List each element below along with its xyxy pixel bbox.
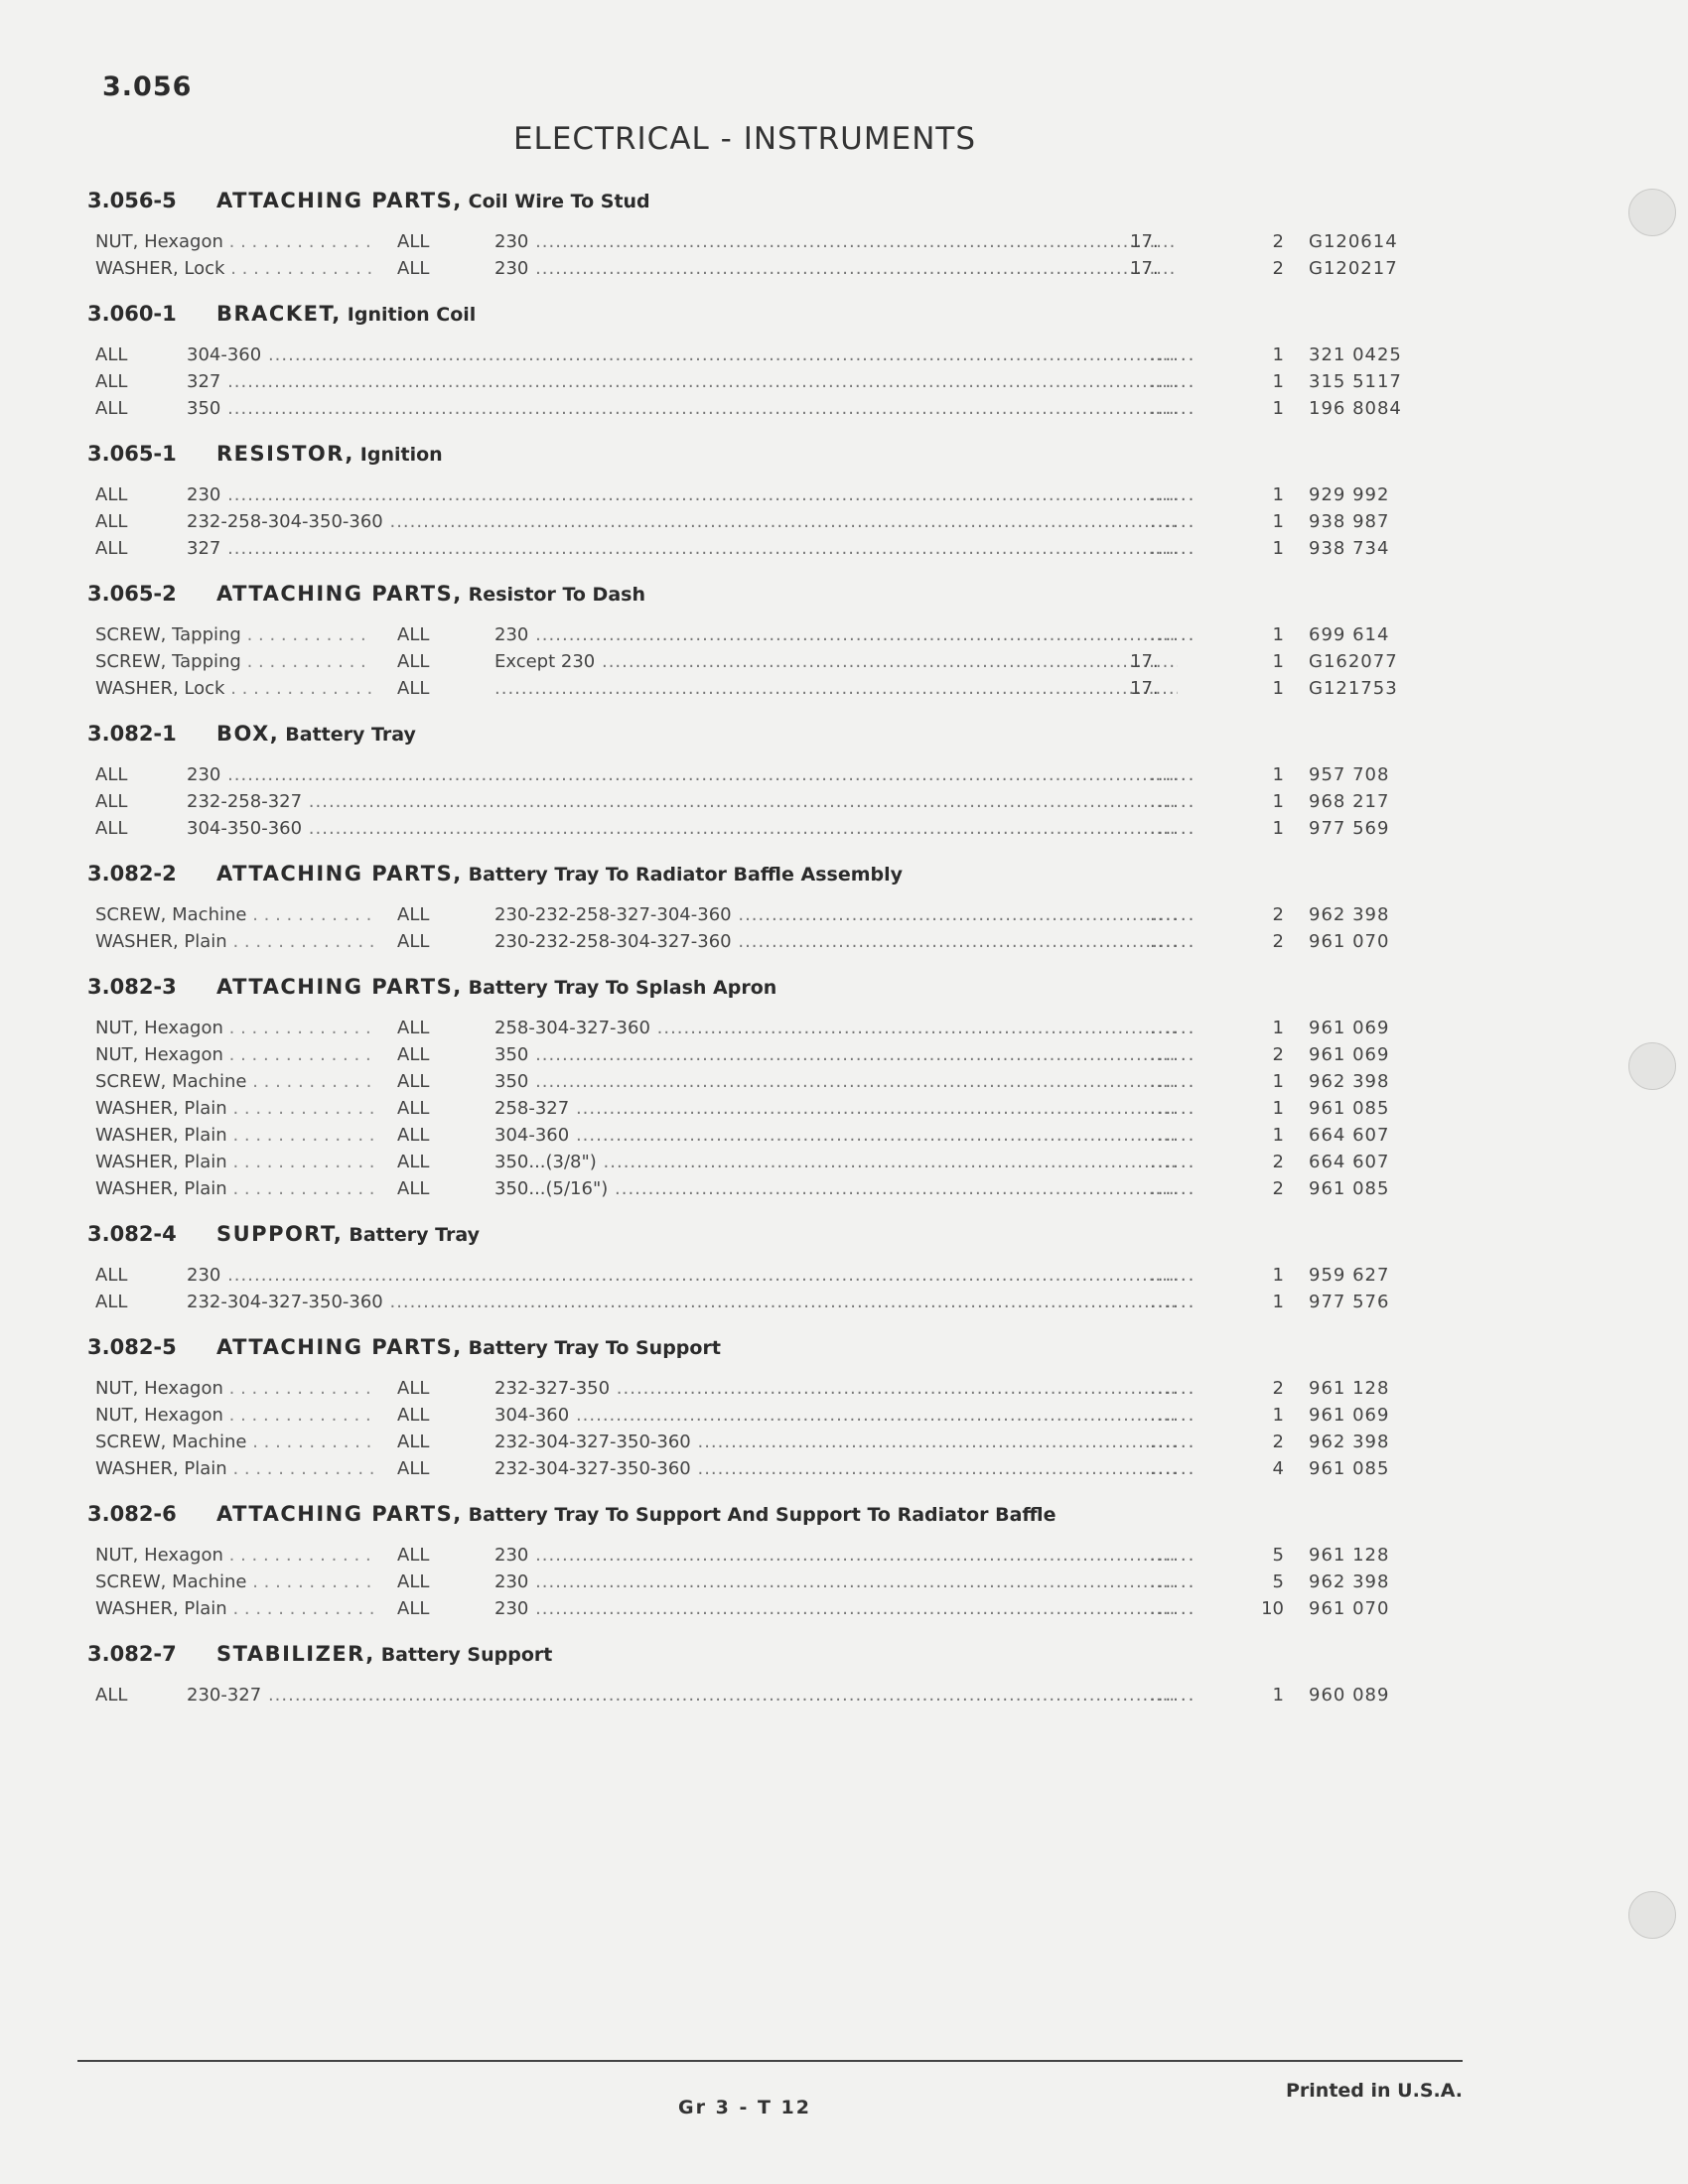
part-number: G120614 bbox=[1309, 231, 1398, 252]
section-description: Battery Tray To Splash Apron bbox=[468, 977, 777, 999]
part-name: SCREW, Tapping . . . bbox=[95, 621, 373, 648]
application-cell bbox=[494, 675, 1178, 702]
model-cell: ALL bbox=[397, 651, 430, 672]
model-cell: ALL bbox=[397, 624, 430, 645]
parts-row bbox=[87, 1149, 1418, 1175]
section-number: 3.082-2 bbox=[87, 862, 177, 886]
application-cell: 230 ..... bbox=[494, 255, 1178, 282]
model-cell: ALL bbox=[397, 1432, 430, 1452]
binder-hole bbox=[1628, 1042, 1676, 1090]
section-heading bbox=[87, 432, 1418, 476]
section-rows bbox=[87, 1375, 1418, 1482]
section-description: Battery Tray bbox=[349, 1224, 480, 1246]
model-cell: ALL bbox=[95, 1265, 128, 1286]
parts-row bbox=[87, 1175, 1418, 1202]
parts-row bbox=[87, 675, 1418, 702]
section-rows bbox=[87, 1015, 1418, 1202]
quantity: 4 bbox=[1272, 1458, 1284, 1479]
group-reference: Gr 3 - T 12 bbox=[678, 2097, 811, 2118]
catalog-section bbox=[87, 712, 1418, 842]
model-cell: ALL bbox=[397, 231, 430, 252]
quantity: 1 bbox=[1272, 678, 1284, 699]
part-name: WASHER, Plain . . . bbox=[95, 928, 373, 955]
model-cell: ALL bbox=[397, 1178, 430, 1199]
part-number: G162077 bbox=[1309, 651, 1398, 672]
parts-row bbox=[87, 1289, 1418, 1315]
quantity: 1 bbox=[1272, 624, 1284, 645]
application-cell: 232-304-327-350-360 ..... bbox=[494, 1429, 1178, 1455]
figure-ref: 17. bbox=[1130, 678, 1159, 699]
model-cell: ALL bbox=[95, 484, 128, 505]
part-number: 962 398 bbox=[1309, 1432, 1390, 1452]
quantity: 2 bbox=[1272, 1378, 1284, 1399]
quantity: 1 bbox=[1272, 538, 1284, 559]
part-number: 196 8084 bbox=[1309, 398, 1402, 419]
part-number: 957 708 bbox=[1309, 764, 1390, 785]
binder-hole bbox=[1628, 1891, 1676, 1939]
parts-row bbox=[87, 1095, 1418, 1122]
parts-row bbox=[87, 788, 1418, 815]
quantity: 1 bbox=[1272, 1685, 1284, 1706]
section-number: 3.082-6 bbox=[87, 1502, 177, 1526]
section-number: 3.082-1 bbox=[87, 722, 177, 746]
parts-row bbox=[87, 368, 1418, 395]
application-cell: 230 ..... bbox=[494, 1595, 1178, 1622]
footer-rule bbox=[77, 2060, 1463, 2062]
parts-row bbox=[87, 228, 1418, 255]
quantity: 1 bbox=[1272, 651, 1284, 672]
part-name: WASHER, Plain . . . bbox=[95, 1095, 373, 1122]
parts-row bbox=[87, 1068, 1418, 1095]
section-rows bbox=[87, 341, 1418, 422]
parts-row bbox=[87, 621, 1418, 648]
model-cell: ALL bbox=[95, 538, 128, 559]
model-cell: ALL bbox=[95, 764, 128, 785]
part-number: 968 217 bbox=[1309, 791, 1390, 812]
part-number: 961 128 bbox=[1309, 1545, 1390, 1566]
model-cell: ALL bbox=[397, 1071, 430, 1092]
part-name: WASHER, Lock . . . bbox=[95, 675, 373, 702]
quantity: 1 bbox=[1272, 1125, 1284, 1146]
model-cell: ALL bbox=[95, 511, 128, 532]
section-number: 3.082-5 bbox=[87, 1335, 177, 1359]
quantity: 2 bbox=[1272, 1152, 1284, 1172]
model-cell: ALL bbox=[397, 904, 430, 925]
model-cell: ALL bbox=[397, 258, 430, 279]
parts-row bbox=[87, 1375, 1418, 1402]
parts-list bbox=[87, 179, 1418, 1718]
section-number: 3.056-5 bbox=[87, 189, 177, 212]
part-number: G121753 bbox=[1309, 678, 1398, 699]
section-heading bbox=[87, 179, 1418, 222]
section-description: Coil Wire To Stud bbox=[468, 191, 650, 212]
application-cell: 258-304-327-360 ..... bbox=[494, 1015, 1178, 1041]
section-rows bbox=[87, 1682, 1418, 1708]
section-heading bbox=[87, 852, 1418, 895]
parts-row bbox=[87, 1041, 1418, 1068]
model-cell: ALL bbox=[397, 1018, 430, 1038]
quantity: 5 bbox=[1272, 1571, 1284, 1592]
section-name: ATTACHING PARTS, bbox=[216, 189, 463, 212]
section-name: ATTACHING PARTS, bbox=[216, 862, 463, 886]
catalog-section bbox=[87, 179, 1418, 282]
part-number: 699 614 bbox=[1309, 624, 1390, 645]
quantity: 2 bbox=[1272, 258, 1284, 279]
model-cell: ALL bbox=[397, 1458, 430, 1479]
parts-row bbox=[87, 1122, 1418, 1149]
section-rows bbox=[87, 228, 1418, 282]
application-cell: 350 ..... bbox=[494, 1041, 1178, 1068]
section-heading bbox=[87, 1325, 1418, 1369]
quantity: 1 bbox=[1272, 791, 1284, 812]
application-cell: 258-327 ..... bbox=[494, 1095, 1178, 1122]
quantity: 5 bbox=[1272, 1545, 1284, 1566]
catalog-section bbox=[87, 432, 1418, 562]
application-cell: 304-360 ..... bbox=[494, 1122, 1178, 1149]
parts-row bbox=[87, 1402, 1418, 1429]
section-heading bbox=[87, 965, 1418, 1009]
section-description: Battery Support bbox=[380, 1644, 553, 1666]
model-cell: ALL bbox=[95, 818, 128, 839]
quantity: 2 bbox=[1272, 231, 1284, 252]
section-rows bbox=[87, 1262, 1418, 1315]
parts-row bbox=[87, 1595, 1418, 1622]
part-number: 321 0425 bbox=[1309, 344, 1402, 365]
figure-ref: 17. bbox=[1130, 231, 1159, 252]
part-name: NUT, Hexagon . . . bbox=[95, 1375, 373, 1402]
application-cell: 304-360 ..... bbox=[494, 1402, 1178, 1429]
section-description: Battery Tray To Radiator Baffle Assembly bbox=[468, 864, 904, 886]
part-number: 315 5117 bbox=[1309, 371, 1402, 392]
quantity: 2 bbox=[1272, 1432, 1284, 1452]
section-number: 3.082-3 bbox=[87, 975, 177, 999]
part-number: 961 128 bbox=[1309, 1378, 1390, 1399]
catalog-section bbox=[87, 572, 1418, 702]
quantity: 1 bbox=[1272, 484, 1284, 505]
quantity: 1 bbox=[1272, 371, 1284, 392]
section-description: Ignition Coil bbox=[347, 304, 477, 326]
part-number: 962 398 bbox=[1309, 1571, 1390, 1592]
part-name: WASHER, Plain . . . bbox=[95, 1149, 373, 1175]
application-cell: 230 ..... bbox=[187, 481, 1178, 508]
model-cell: ALL bbox=[95, 371, 128, 392]
model-cell: ALL bbox=[95, 398, 128, 419]
parts-row bbox=[87, 1015, 1418, 1041]
section-name: ATTACHING PARTS, bbox=[216, 1502, 463, 1526]
application-cell: 232-304-327-350-360 ..... bbox=[187, 1289, 1178, 1315]
section-rows bbox=[87, 1542, 1418, 1622]
application-cell: 327 ..... bbox=[187, 535, 1178, 562]
part-name: NUT, Hexagon . . . bbox=[95, 1015, 373, 1041]
model-cell: ALL bbox=[397, 931, 430, 952]
parts-row bbox=[87, 255, 1418, 282]
model-cell: ALL bbox=[95, 1685, 128, 1706]
application-cell: 230 ..... bbox=[494, 621, 1178, 648]
application-cell: 350 ..... bbox=[187, 395, 1178, 422]
quantity: 2 bbox=[1272, 1044, 1284, 1065]
application-cell: 232-258-304-350-360 ..... bbox=[187, 508, 1178, 535]
section-description: Battery Tray bbox=[285, 724, 416, 746]
section-description: Resistor To Dash bbox=[468, 584, 645, 606]
model-cell: ALL bbox=[95, 791, 128, 812]
section-name: RESISTOR, bbox=[216, 442, 354, 466]
model-cell: ALL bbox=[397, 1378, 430, 1399]
catalog-section bbox=[87, 1212, 1418, 1315]
parts-row bbox=[87, 481, 1418, 508]
application-cell: 230 ..... bbox=[187, 1262, 1178, 1289]
parts-row bbox=[87, 1569, 1418, 1595]
model-cell: ALL bbox=[95, 1292, 128, 1312]
catalog-section bbox=[87, 1325, 1418, 1482]
model-cell: ALL bbox=[397, 678, 430, 699]
quantity: 1 bbox=[1272, 1292, 1284, 1312]
section-name: ATTACHING PARTS, bbox=[216, 1335, 463, 1359]
model-cell: ALL bbox=[397, 1125, 430, 1146]
model-cell: ALL bbox=[95, 344, 128, 365]
application-cell: Except 230 ..... bbox=[494, 648, 1178, 675]
page-title: ELECTRICAL - INSTRUMENTS bbox=[512, 121, 977, 157]
part-number: 929 992 bbox=[1309, 484, 1390, 505]
application-cell: 304-360 ..... bbox=[187, 341, 1178, 368]
section-name: BOX, bbox=[216, 722, 280, 746]
application-cell: 232-304-327-350-360 ..... bbox=[494, 1455, 1178, 1482]
catalog-section bbox=[87, 1492, 1418, 1622]
application-cell: 350...(3/8") ..... bbox=[494, 1149, 1178, 1175]
quantity: 2 bbox=[1272, 1178, 1284, 1199]
part-number: 961 069 bbox=[1309, 1405, 1390, 1426]
part-number: 961 085 bbox=[1309, 1098, 1390, 1119]
model-cell: ALL bbox=[397, 1405, 430, 1426]
quantity: 1 bbox=[1272, 344, 1284, 365]
quantity: 1 bbox=[1272, 398, 1284, 419]
section-rows bbox=[87, 901, 1418, 955]
part-name: SCREW, Machine . . . bbox=[95, 1429, 373, 1455]
quantity: 1 bbox=[1272, 1018, 1284, 1038]
model-cell: ALL bbox=[397, 1152, 430, 1172]
part-number: 664 607 bbox=[1309, 1152, 1390, 1172]
part-number: 960 089 bbox=[1309, 1685, 1390, 1706]
part-name: NUT, Hexagon . . . bbox=[95, 228, 373, 255]
section-heading bbox=[87, 1492, 1418, 1536]
section-number: 3.082-4 bbox=[87, 1222, 177, 1246]
parts-row bbox=[87, 815, 1418, 842]
part-number: 961 070 bbox=[1309, 931, 1390, 952]
part-name: WASHER, Plain . . . bbox=[95, 1455, 373, 1482]
parts-row bbox=[87, 1429, 1418, 1455]
section-heading bbox=[87, 1632, 1418, 1676]
part-name: WASHER, Lock . . . bbox=[95, 255, 373, 282]
part-name: WASHER, Plain . . . bbox=[95, 1175, 373, 1202]
section-heading bbox=[87, 1212, 1418, 1256]
part-number: 977 576 bbox=[1309, 1292, 1390, 1312]
parts-row bbox=[87, 508, 1418, 535]
application-cell: 350 ..... bbox=[494, 1068, 1178, 1095]
section-heading bbox=[87, 712, 1418, 755]
part-name: NUT, Hexagon . . . bbox=[95, 1041, 373, 1068]
model-cell: ALL bbox=[397, 1571, 430, 1592]
part-number: 938 734 bbox=[1309, 538, 1390, 559]
quantity: 2 bbox=[1272, 904, 1284, 925]
application-cell: 230 ..... bbox=[494, 1569, 1178, 1595]
catalog-section bbox=[87, 965, 1418, 1202]
quantity: 1 bbox=[1272, 511, 1284, 532]
application-cell: 230-327 ..... bbox=[187, 1682, 1178, 1708]
section-name: SUPPORT, bbox=[216, 1222, 344, 1246]
part-number: G120217 bbox=[1309, 258, 1398, 279]
part-number: 959 627 bbox=[1309, 1265, 1390, 1286]
application-cell: 230-232-258-327-304-360 ..... bbox=[494, 901, 1178, 928]
application-cell: 230-232-258-304-327-360 ..... bbox=[494, 928, 1178, 955]
application-cell: 230 ..... bbox=[494, 1542, 1178, 1569]
parts-row bbox=[87, 341, 1418, 368]
section-name: BRACKET, bbox=[216, 302, 342, 326]
quantity: 1 bbox=[1272, 764, 1284, 785]
part-number: 938 987 bbox=[1309, 511, 1390, 532]
model-cell: ALL bbox=[397, 1044, 430, 1065]
application-cell: 232-258-327 ..... bbox=[187, 788, 1178, 815]
parts-row bbox=[87, 1542, 1418, 1569]
part-number: 962 398 bbox=[1309, 904, 1390, 925]
section-description: Battery Tray To Support And Support To Radiator Baffle bbox=[468, 1504, 1056, 1526]
parts-row bbox=[87, 1262, 1418, 1289]
section-number: 3.065-1 bbox=[87, 442, 177, 466]
part-name: WASHER, Plain . . . bbox=[95, 1122, 373, 1149]
page-number: 3.056 bbox=[102, 71, 193, 102]
parts-row bbox=[87, 1455, 1418, 1482]
part-number: 961 069 bbox=[1309, 1044, 1390, 1065]
parts-row bbox=[87, 1682, 1418, 1708]
part-name: NUT, Hexagon . . . bbox=[95, 1402, 373, 1429]
model-cell: ALL bbox=[397, 1545, 430, 1566]
part-number: 961 085 bbox=[1309, 1178, 1390, 1199]
part-name: WASHER, Plain . . . bbox=[95, 1595, 373, 1622]
section-description: Ignition bbox=[359, 444, 443, 466]
quantity: 10 bbox=[1261, 1598, 1284, 1619]
application-cell: 230 ..... bbox=[494, 228, 1178, 255]
part-number: 961 085 bbox=[1309, 1458, 1390, 1479]
section-rows bbox=[87, 481, 1418, 562]
model-cell: ALL bbox=[397, 1098, 430, 1119]
parts-row bbox=[87, 928, 1418, 955]
printed-in-usa: Printed in U.S.A. bbox=[1286, 2080, 1463, 2102]
part-name: SCREW, Tapping . . . bbox=[95, 648, 373, 675]
quantity: 1 bbox=[1272, 1265, 1284, 1286]
application-cell: 230 ..... bbox=[187, 761, 1178, 788]
binder-hole bbox=[1628, 189, 1676, 236]
parts-row bbox=[87, 395, 1418, 422]
quantity: 1 bbox=[1272, 1405, 1284, 1426]
part-number: 977 569 bbox=[1309, 818, 1390, 839]
part-number: 962 398 bbox=[1309, 1071, 1390, 1092]
section-number: 3.082-7 bbox=[87, 1642, 177, 1666]
section-name: ATTACHING PARTS, bbox=[216, 582, 463, 606]
part-name: SCREW, Machine . . . bbox=[95, 1569, 373, 1595]
figure-ref: 17. bbox=[1130, 258, 1159, 279]
parts-row bbox=[87, 535, 1418, 562]
parts-row bbox=[87, 648, 1418, 675]
figure-ref: 17. bbox=[1130, 651, 1159, 672]
part-number: 664 607 bbox=[1309, 1125, 1390, 1146]
section-rows bbox=[87, 621, 1418, 702]
quantity: 1 bbox=[1272, 1071, 1284, 1092]
catalog-section bbox=[87, 1632, 1418, 1708]
quantity: 2 bbox=[1272, 931, 1284, 952]
application-cell: 232-327-350 ..... bbox=[494, 1375, 1178, 1402]
application-cell: 304-350-360 ..... bbox=[187, 815, 1178, 842]
part-number: 961 069 bbox=[1309, 1018, 1390, 1038]
part-number: 961 070 bbox=[1309, 1598, 1390, 1619]
catalog-section bbox=[87, 292, 1418, 422]
parts-row bbox=[87, 901, 1418, 928]
application-cell: 327 ..... bbox=[187, 368, 1178, 395]
section-heading bbox=[87, 292, 1418, 336]
application-cell: 350...(5/16") ..... bbox=[494, 1175, 1178, 1202]
section-heading bbox=[87, 572, 1418, 615]
part-name: NUT, Hexagon . . . bbox=[95, 1542, 373, 1569]
quantity: 1 bbox=[1272, 1098, 1284, 1119]
model-cell: ALL bbox=[397, 1598, 430, 1619]
part-name: SCREW, Machine . . . bbox=[95, 1068, 373, 1095]
section-description: Battery Tray To Support bbox=[468, 1337, 721, 1359]
section-name: STABILIZER, bbox=[216, 1642, 375, 1666]
section-number: 3.065-2 bbox=[87, 582, 177, 606]
section-name: ATTACHING PARTS, bbox=[216, 975, 463, 999]
part-name: SCREW, Machine . . . bbox=[95, 901, 373, 928]
section-number: 3.060-1 bbox=[87, 302, 177, 326]
catalog-section bbox=[87, 852, 1418, 955]
quantity: 1 bbox=[1272, 818, 1284, 839]
parts-row bbox=[87, 761, 1418, 788]
section-rows bbox=[87, 761, 1418, 842]
